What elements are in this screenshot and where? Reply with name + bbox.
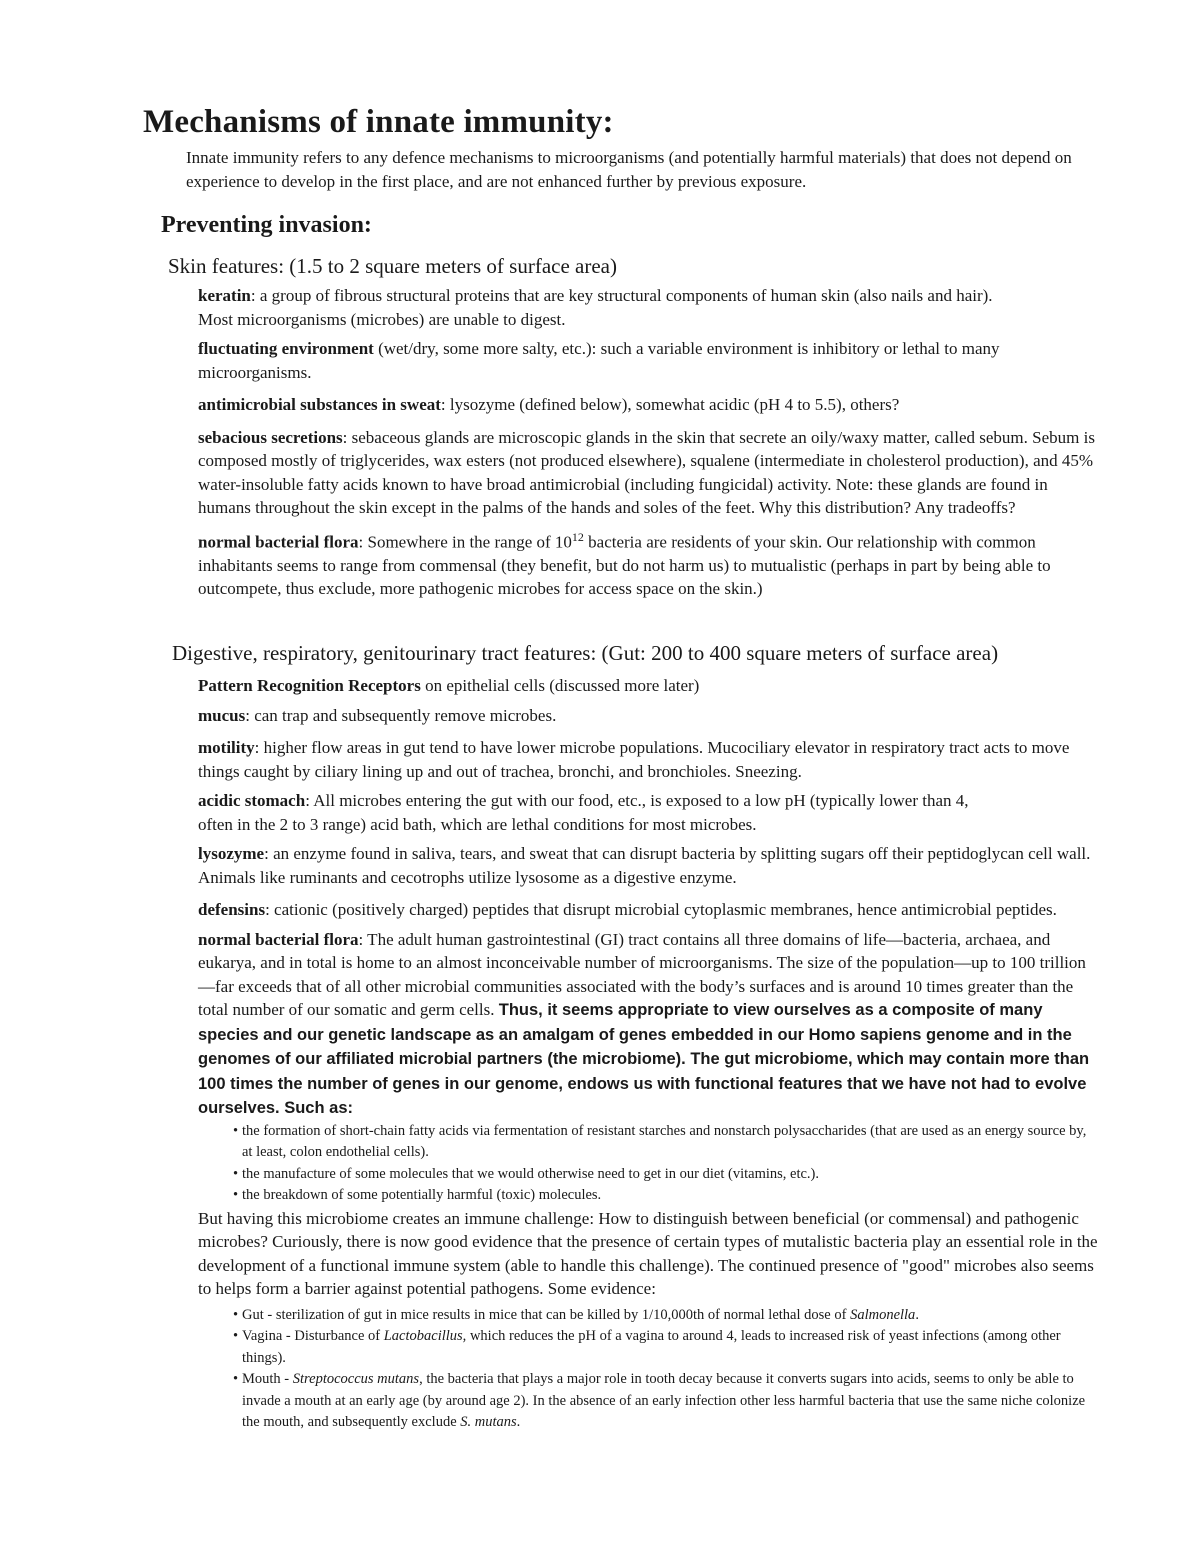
evidence-list bbox=[198, 1305, 1098, 1434]
bullet-icon: • bbox=[233, 1122, 239, 1139]
page-title: Mechanisms of innate immunity: bbox=[143, 104, 614, 140]
term: fluctuating environment bbox=[198, 339, 374, 358]
fluctuating-item bbox=[198, 337, 1008, 384]
definition: (wet/dry, some more salty, etc.): such a variable environment is inhibitory or lethal to many microorganisms. bbox=[198, 339, 1000, 382]
list-item: • Gut - sterilization of gut in mice results in mice that can be killed by 1/10,000th of normal lethal dose of Salmonella. bbox=[198, 1305, 1098, 1327]
definition: : a group of fibrous structural proteins that are key structural components of human skin (also nails and hair). Most microorganisms (microbes) are unable to digest. bbox=[198, 286, 993, 329]
definition: bacteria are residents of your skin. Our relationship with common inhabitants seems to range from commensal (they benefit, but do not harm us) to mutualistic (perhaps in part by being able to outcompete, thus exclude, more pathogenic microbes for access space on the skin.) bbox=[198, 532, 1051, 599]
motility-item bbox=[198, 736, 1098, 783]
section-heading: Preventing invasion: bbox=[161, 212, 372, 238]
skin-flora-item bbox=[198, 526, 1098, 601]
list-item: • the formation of short-chain fatty acids via fermentation of resistant starches and nonstarch polysaccharides (that are used as an energy source by, at least, colon endothelial cells). bbox=[233, 1122, 1087, 1160]
emphasis: Thus, it seems appropriate to view ourselves as a composite of many species and our genetic landscape as an amalgam of genes embedded in our Homo sapiens genome and in the genomes of our affiliated microbial partners (the microbiome). The gut microbiome, which may contain more than 100 times the number of genes in our genome, endows us with functional features that we have not had to evolve ourselves. Such as: bbox=[198, 1001, 1090, 1117]
definition: : lysozyme (defined below), somewhat acidic (pH 4 to 5.5), others? bbox=[440, 395, 900, 414]
skin-subheading: Skin features: (1.5 to 2 square meters of surface area) bbox=[168, 254, 617, 278]
prr-item bbox=[198, 674, 1098, 698]
challenge-paragraph: But having this microbiome creates an immune challenge: How to distinguish between beneficial (or commensal) and pathogenic microbes? Curiously, there is now good evidence that the presence of certain types of mutalistic bacteria play an essential role in the development of a functional immune system (able to handle this challenge). The continued presence of "good" microbes also seems to helps form a barrier against potential pathogens. Some evidence: bbox=[198, 1208, 1098, 1298]
bullet-icon: • bbox=[233, 1306, 239, 1323]
term: keratin bbox=[198, 286, 251, 305]
definition: : can trap and subsequently remove microbes. bbox=[245, 705, 557, 725]
lysozyme-item bbox=[198, 842, 1098, 889]
term: motility bbox=[198, 738, 255, 757]
acid-stomach-item bbox=[198, 789, 998, 836]
definition: : sebaceous glands are microscopic glands in the skin that secrete an oily/waxy matter, called sebum. Sebum is composed mostly of triglycerides, wax esters (not produced elsewhere), squalene (intermediate in cholesterol production), and 45% water-insoluble fatty acids known to have broad antimicrobial (including fungicidal) activity. Note: these glands are found in humans throughout the skin except in the palms of the hands and soles of the feet. Why this distribution? Any tradeoffs? bbox=[198, 427, 1095, 517]
sebacious-item bbox=[198, 426, 1098, 520]
definition: : Somewhere in the range of 10 bbox=[358, 532, 572, 552]
list-item: • Vagina - Disturbance of Lactobacillus, which reduces the pH of a vagina to around 4, leads to increased risk of yeast infections (among other things). bbox=[233, 1328, 1061, 1366]
term: lysozyme bbox=[198, 844, 265, 863]
features-list bbox=[198, 1121, 1098, 1207]
term: sebacious secretions bbox=[198, 427, 343, 447]
definition: on epithelial cells (discussed more later) bbox=[420, 676, 700, 695]
tract-subheading: Digestive, respiratory, genitourinary tract features: (Gut: 200 to 400 square meters of surface area) bbox=[172, 641, 999, 665]
bullet-icon: • bbox=[233, 1165, 239, 1182]
sweat-item bbox=[198, 393, 1098, 417]
exponent: 12 bbox=[571, 529, 584, 544]
list-item: • the breakdown of some potentially harmful (toxic) molecules. bbox=[198, 1185, 1098, 1207]
definition: : The adult human gastrointestinal (GI) tract contains all three domains of life—bacteria, archaea, and eukarya, and in total is home to an almost inconceivable number of microorganisms. The size of the population—up to 100 trillion—far exceeds that of all other microbial communities associated with the body’s surfaces and is around 10 times greater than the total number of our somatic and germ cells. bbox=[198, 929, 1086, 1019]
tract-section bbox=[198, 674, 1098, 1434]
term: acidic stomach bbox=[198, 791, 306, 810]
term: Pattern Recognition Receptors bbox=[198, 676, 421, 695]
definition: : All microbes entering the gut with our food, etc., is exposed to a low pH (typically lower than 4, often in the 2 to 3 range) acid bath, which are lethal conditions for most microbes. bbox=[198, 791, 969, 834]
mucus-item bbox=[198, 704, 1098, 728]
bullet-icon: • bbox=[233, 1371, 239, 1387]
intro-paragraph: Innate immunity refers to any defence mechanisms to microorganisms (and potentially harmful materials) that does not depend on experience to develop in the first place, and are not enhanced further by previous exposure. bbox=[186, 148, 1072, 191]
keratin-item bbox=[198, 284, 998, 331]
definition: : higher flow areas in gut tend to have lower microbe populations. Mucociliary elevator in respiratory tract acts to move things caught by ciliary lining up and out of trachea, bronchi, and bronchioles. Sneezing. bbox=[198, 738, 1070, 781]
list-item: • the manufacture of some molecules that we would otherwise need to get in our diet (vitamins, etc.). bbox=[198, 1164, 1098, 1186]
gut-flora-item bbox=[198, 928, 1098, 1121]
term: defensins bbox=[198, 900, 266, 919]
term: mucus bbox=[198, 705, 246, 725]
definition: : an enzyme found in saliva, tears, and sweat that can disrupt bacteria by splitting sugars off their peptidoglycan cell wall. Animals like ruminants and cecotrophs utilize lysosome as a digestive enzyme. bbox=[198, 844, 1091, 887]
list-item: • Mouth - Streptococcus mutans, the bacteria that plays a major role in tooth decay because it converts sugars into acids, seems to only be able to invade a mouth at an early age (by around age 2). In the absence of an early infection other less harmful bacteria that use the same niche colonize the mouth, and subsequently exclude S. mutans. bbox=[233, 1371, 1086, 1430]
term: normal bacterial flora bbox=[198, 532, 359, 552]
term: antimicrobial substances in sweat bbox=[198, 395, 441, 414]
bullet-icon: • bbox=[233, 1187, 239, 1203]
skin-section bbox=[198, 284, 1098, 601]
defensins-item bbox=[198, 898, 1098, 922]
definition: : cationic (positively charged) peptides that disrupt microbial cytoplasmic membranes, hence antimicrobial peptides. bbox=[265, 900, 1057, 919]
term: normal bacterial flora bbox=[198, 929, 359, 949]
bullet-icon: • bbox=[233, 1328, 239, 1344]
